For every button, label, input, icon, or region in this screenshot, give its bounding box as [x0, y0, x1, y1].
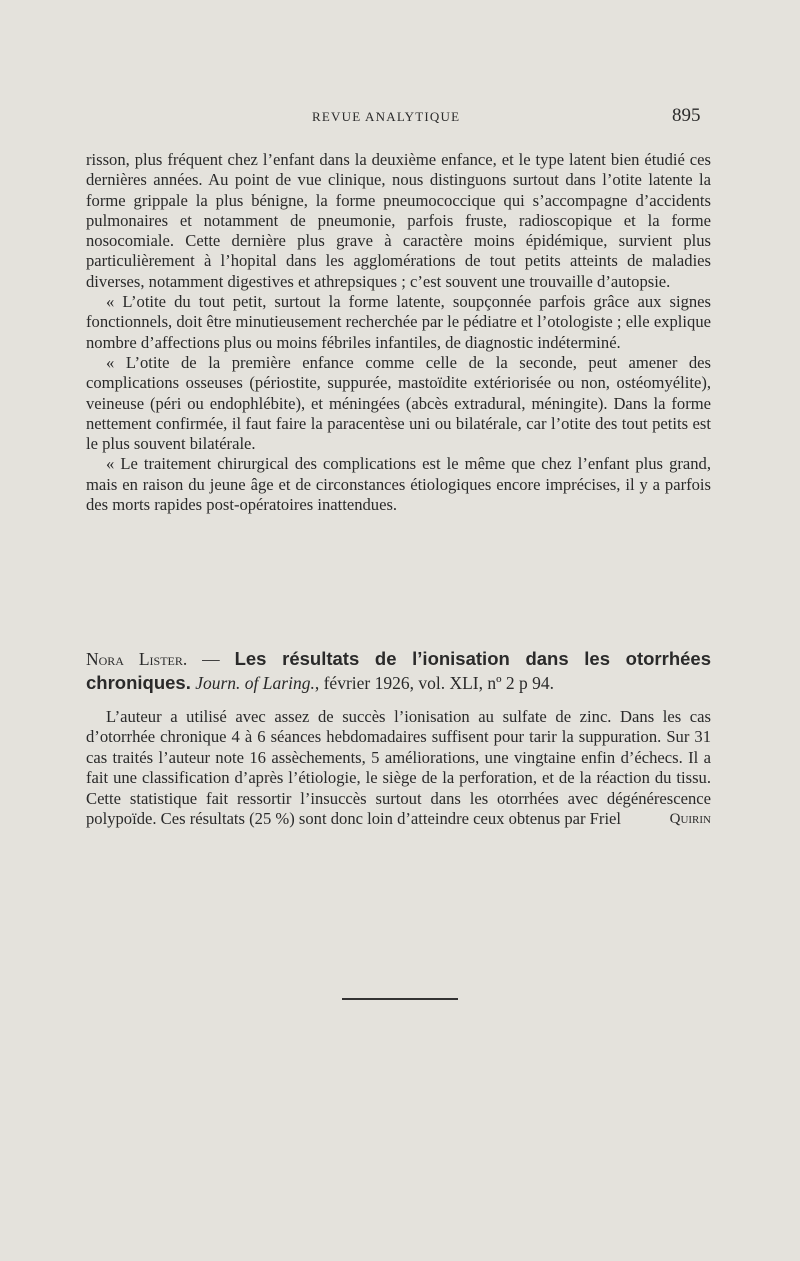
article-title: Les résultats de l’ionisation dans les otorrhées chroniques. — [86, 648, 712, 693]
abstract — [86, 707, 711, 829]
page-number: 895 — [672, 105, 701, 126]
paragraph: « L’otite de la première enfance comme celle de la seconde, peut amener des complications osseuses (périostite, suppurée, mastoïdite extériorisée ou non, ostéomyélite), veineuse (péri ou endophlébite), et méningées (abcès extradural, méningite). Dans la forme nettement confirmée, il faut faire la paracentèse uni ou bilatérale, car l’otite des tout petits est le plus souvent bilatérale. — [86, 352, 711, 454]
abstract-paragraph — [86, 707, 711, 829]
section-divider — [342, 998, 458, 1000]
paragraph: « Le traitement chirurgical des complications est le même que chez l’enfant plus grand, mais en raison du jeune âge et de circonstances étiologiques encore imprécises, il y a parfois des morts rapides post-opératoires inattendues. — [86, 454, 711, 515]
running-title: REVUE ANALYTIQUE — [312, 109, 461, 124]
running-header — [0, 106, 800, 130]
body-text — [86, 150, 711, 515]
signature: Quirin — [669, 811, 711, 828]
article-author: Nora Lister. — [86, 649, 188, 669]
abstract-text: L’auteur a utilisé avec assez de succès l’ionisation au sulfate de zinc. Dans les cas d’otorrhée chronique 4 à 6 séances hebdomadaires suffisent pour tarir la suppuration. Sur 31 cas traités l’auteur note 16 assèchements, 5 améliorations, une vingtaine enfin d’échecs. Il a fait une classification d’après l’étiologie, le siège de la perforation, et de la réaction du tissu. Cette statistique fait ressortir l’insuccès surtout dans les otorrhées avec dégénérescence polypoïde. Ces résultats (25 %) sont donc loin d’atteindre ceux obtenus par Friel — [86, 707, 711, 829]
journal-name: Journ. of Laring. — [195, 673, 315, 693]
paragraph: risson, plus fréquent chez l’enfant dans la deuxième enfance, et le type latent bien étudié ces dernières années. Au point de vue clinique, nous distinguons surtout dans l’otite latente la forme grippale la plus bénigne, la forme pneumococcique qui s’accompagne d’accidents pulmonaires et notamment de pneumonie, parfois fruste, radioscopique et la forme nosocomiale. Cette dernière plus grave à caractère moins épidémique, survient plus particulièrement à l’hopital dans les agglomérations de tout petits atteints de maladies diverses, notamment digestives et athrepsiques ; c’est souvent une trouvaille d’autopsie. — [86, 150, 711, 291]
citation: , février 1926, vol. XLI, nº 2 p 94. — [314, 673, 555, 693]
dash: — — [187, 649, 235, 669]
paragraph: « L’otite du tout petit, surtout la forme latente, soupçonnée parfois grâce aux signes fonctionnels, doit être minutieusement recherchée par le pédiatre et l’otologiste ; elle explique nombre d’affections plus ou moins fébriles infantiles, de diagnostic indéterminé. — [86, 292, 711, 352]
article-heading — [86, 647, 711, 695]
